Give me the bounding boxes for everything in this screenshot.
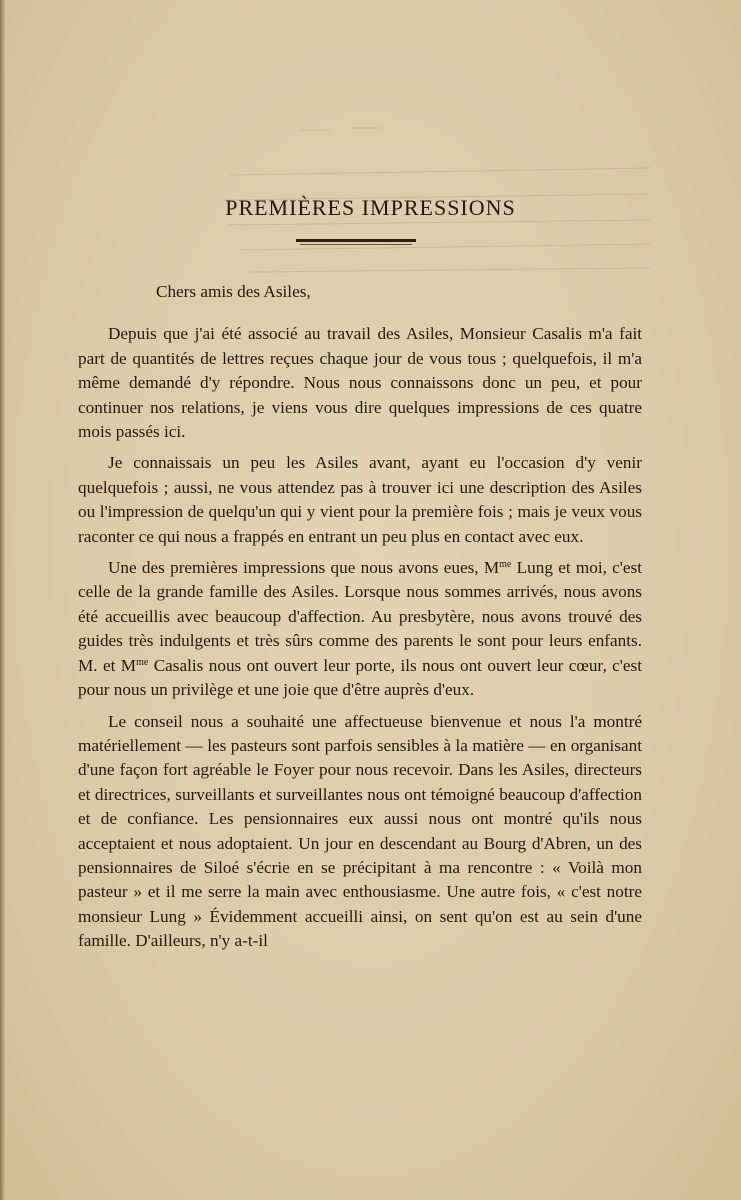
superscript-me: me bbox=[136, 656, 149, 668]
paragraph-2: Je connaissais un peu les Asiles avant, ayant eu l'occasion d'y venir quelquefois ; aussi, ne vous attendez pas à trouver ici une description des Asiles ou l'impression de quelqu'un qui y vient pour la première fois ; mais je veux vous raconter ce qui nous a frappés en entrant un peu plus en contact avec eux. bbox=[78, 453, 642, 546]
paragraph-3-part-b: Lung et moi, c'est celle de la grande famille des Asiles. Lorsque nous sommes arrivés, nous avons été accueillis avec beaucoup d'affection. Au presbytère, nous avons trouvé des guides très indulgents et très sûrs comme des parents le sont pour leurs enfants. M. et M bbox=[78, 558, 642, 675]
paragraph-1: Depuis que j'ai été associé au travail des Asiles, Monsieur Casalis m'a fait part de quantités de lettres reçues chaque jour de vous tous ; quelquefois, il m'a même demandé d'y répondre. Nous nous connaissons donc un peu, et pour continuer nos relations, je viens vous dire quelques impressions de ces quatre mois passés ici. bbox=[78, 324, 642, 442]
paragraph-4: Le conseil nous a souhaité une affectueuse bienvenue et nous l'a montré matériellement — les pasteurs sont parfois sensibles à la matière — en organisant d'une façon fort agréable le Foyer pour nous recevoir. Dans les Asiles, directeurs et directrices, surveillants et surveillantes nous ont témoigné beaucoup d'affection et de confiance. Les pensionnaires eux aussi nous ont montré qu'ils nous acceptaient et nous adoptaient. Un jour en descendant au Bourg d'Abren, un des pensionnaires de Siloé s'écrie en se précipitant à ma rencontre : « Voilà mon pasteur » et il me serre la main avec enthousiasme. Une autre fois, « c'est notre monsieur Lung » Évidemment accueilli ainsi, on sent qu'on est au sein d'une famille. D'ailleurs, n'y a-t-il bbox=[78, 711, 642, 951]
page-title: PREMIÈRES IMPRESSIONS bbox=[225, 195, 516, 220]
document-body bbox=[78, 280, 642, 961]
paragraph-3 bbox=[78, 556, 642, 702]
salutation: Chers amis des Asiles, bbox=[156, 282, 311, 301]
title-rule bbox=[296, 239, 416, 242]
paragraph-3-part-a: Une des premières impressions que nous avons eues, M bbox=[108, 558, 500, 578]
paragraph-3-part-c: Casalis nous ont ouvert leur porte, ils nous ont ouvert leur cœur, c'est pour nous un privilège et une joie que d'être auprès d'eux. bbox=[78, 655, 642, 700]
page-edge bbox=[0, 0, 5, 1200]
superscript-me: me bbox=[499, 559, 512, 571]
title-rule-thin bbox=[300, 244, 412, 245]
